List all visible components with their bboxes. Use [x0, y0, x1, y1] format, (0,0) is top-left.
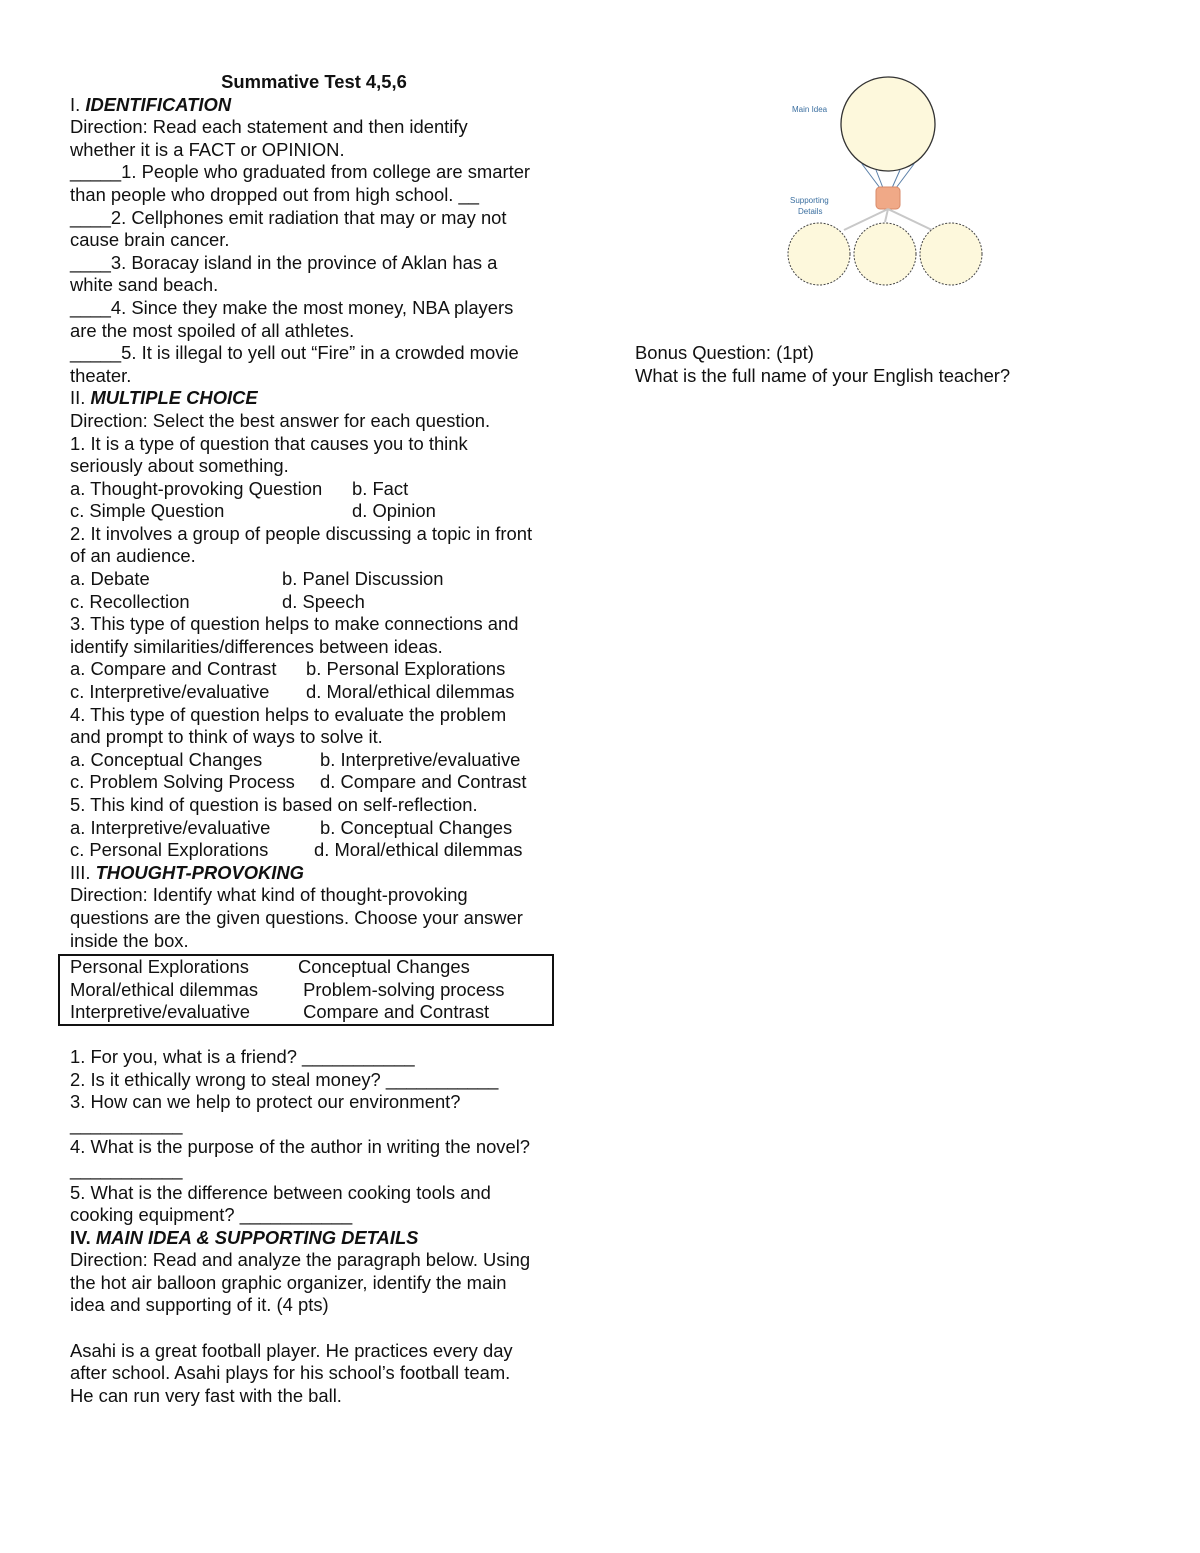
identification-item-1: _____1. People who graduated from college are smarter — [70, 161, 531, 183]
section-2-heading: II. MULTIPLE CHOICE — [70, 387, 258, 409]
mc-question-4: 4. This type of question helps to evaluate the problem — [70, 703, 507, 725]
identification-item-2-cont: cause brain cancer. — [70, 229, 230, 251]
section-4-heading: IV. MAIN IDEA & SUPPORTING DETAILS — [70, 1226, 419, 1248]
paragraph-line: after school. Asahi plays for his school’s football team. — [70, 1362, 511, 1384]
mc-question-1-cont: seriously about something. — [70, 455, 289, 477]
option-b: b. Personal Explorations — [306, 658, 506, 680]
option-b: b. Interpretive/evaluative — [320, 748, 521, 770]
section-3-heading: III. THOUGHT-PROVOKING — [70, 861, 304, 883]
option-d: d. Speech — [282, 590, 365, 612]
mc-options-row — [70, 817, 570, 840]
mc-question-3-cont: identify similarities/differences between ideas. — [70, 635, 443, 657]
box-row — [70, 1001, 552, 1024]
section-3-direction: questions are the given questions. Choose your answer — [70, 906, 523, 928]
box-choice: Moral/ethical dilemmas — [70, 978, 259, 1000]
option-a: a. Thought-provoking Question — [70, 477, 323, 499]
thought-item: 1. For you, what is a friend? ___________ — [70, 1045, 415, 1067]
mc-question-3: 3. This type of question helps to make connections and — [70, 613, 519, 635]
supporting-label: Supporting — [790, 196, 829, 205]
section-3-direction: inside the box. — [70, 929, 189, 951]
option-d: d. Opinion — [352, 500, 436, 522]
section-1-direction: whether it is a FACT or OPINION. — [70, 138, 345, 160]
option-b: b. Conceptual Changes — [320, 816, 513, 838]
identification-item-4-cont: are the most spoiled of all athletes. — [70, 319, 355, 341]
identification-item-5-cont: theater. — [70, 364, 132, 386]
left-column — [70, 71, 570, 1407]
answer-choices-box — [58, 954, 554, 1026]
option-a: a. Compare and Contrast — [70, 658, 277, 680]
supporting-detail-circle-1 — [788, 223, 850, 285]
mc-options-row — [70, 681, 570, 704]
thought-item-blank: ___________ — [70, 1158, 183, 1180]
option-c: c. Problem Solving Process — [70, 771, 295, 793]
mc-options-row — [70, 658, 570, 681]
box-row — [70, 979, 552, 1002]
identification-item-1-cont: than people who dropped out from high school. __ — [70, 183, 479, 205]
box-choice: Personal Explorations — [70, 956, 249, 978]
mc-options-row — [70, 568, 570, 591]
option-c: c. Interpretive/evaluative — [70, 681, 270, 703]
thought-item: 5. What is the difference between cooking tools and — [70, 1181, 491, 1203]
identification-item-2: ____2. Cellphones emit radiation that may or may not — [70, 206, 507, 228]
section-4-direction: Direction: Read and analyze the paragraph below. Using — [70, 1249, 531, 1271]
identification-item-3-cont: white sand beach. — [70, 274, 219, 296]
option-c: c. Recollection — [70, 590, 190, 612]
option-c: c. Personal Explorations — [70, 839, 269, 861]
option-a: a. Debate — [70, 568, 150, 590]
box-choice: Problem-solving process — [298, 978, 505, 1000]
blank-line — [70, 1317, 570, 1340]
mc-question-4-cont: and prompt to think of ways to solve it. — [70, 726, 383, 748]
bonus-question — [635, 342, 1155, 387]
mc-options-row — [70, 771, 570, 794]
thought-item-blank: ___________ — [70, 1113, 183, 1135]
main-idea-label: Main Idea — [792, 105, 828, 114]
thought-item: 4. What is the purpose of the author in writing the novel? — [70, 1136, 531, 1158]
box-row — [70, 956, 552, 979]
option-b: b. Fact — [352, 477, 409, 499]
mc-question-1: 1. It is a type of question that causes you to think — [70, 432, 468, 454]
box-choice: Interpretive/evaluative — [70, 1001, 250, 1023]
hot-air-balloon-organizer — [784, 70, 989, 292]
paragraph-line: Asahi is a great football player. He practices every day — [70, 1339, 513, 1361]
page-title: Summative Test 4,5,6 — [221, 71, 407, 92]
identification-item-4: ____4. Since they make the most money, NBA players — [70, 296, 514, 318]
option-c: c. Simple Question — [70, 500, 225, 522]
box-choice: Compare and Contrast — [298, 1001, 490, 1023]
identification-item-5: _____5. It is illegal to yell out “Fire” in a crowded movie — [70, 342, 519, 364]
option-a: a. Conceptual Changes — [70, 748, 263, 770]
identification-item-3: ____3. Boracay island in the province of Aklan has a — [70, 251, 498, 273]
bonus-text: What is the full name of your English teacher? — [635, 364, 1011, 386]
box-choice: Conceptual Changes — [298, 956, 470, 978]
mc-options-row — [70, 478, 570, 501]
thought-item: 2. Is it ethically wrong to steal money? ___________ — [70, 1068, 499, 1090]
option-b: b. Panel Discussion — [282, 568, 444, 590]
mc-options-row — [70, 839, 570, 862]
supporting-detail-circle-2 — [854, 223, 916, 285]
mc-options-row — [70, 749, 570, 772]
option-a: a. Interpretive/evaluative — [70, 816, 271, 838]
section-4-direction: the hot air balloon graphic organizer, identify the main — [70, 1271, 507, 1293]
option-d: d. Compare and Contrast — [320, 771, 527, 793]
section-1-direction: Direction: Read each statement and then identify — [70, 116, 468, 138]
mc-options-row — [70, 500, 570, 523]
section-3-direction: Direction: Identify what kind of thought-provoking — [70, 884, 468, 906]
thought-item-cont: cooking equipment? ___________ — [70, 1204, 353, 1226]
mc-options-row — [70, 591, 570, 614]
supporting-detail-circle-3 — [920, 223, 982, 285]
option-d: d. Moral/ethical dilemmas — [314, 839, 523, 861]
main-idea-circle — [841, 77, 935, 171]
thought-item: 3. How can we help to protect our environment? — [70, 1091, 461, 1113]
option-d: d. Moral/ethical dilemmas — [306, 681, 515, 703]
balloon-basket — [876, 187, 900, 209]
mc-question-2: 2. It involves a group of people discussing a topic in front — [70, 522, 533, 544]
paragraph-line: He can run very fast with the ball. — [70, 1384, 342, 1406]
mc-question-2-cont: of an audience. — [70, 545, 196, 567]
section-1-heading: I. IDENTIFICATION — [70, 93, 232, 115]
bonus-title: Bonus Question: (1pt) — [635, 342, 814, 363]
mc-question-5: 5. This kind of question is based on self-reflection. — [70, 794, 478, 815]
details-label: Details — [798, 207, 823, 216]
section-2-direction: Direction: Select the best answer for each question. — [70, 409, 491, 431]
section-4-direction: idea and supporting of it. (4 pts) — [70, 1294, 329, 1316]
